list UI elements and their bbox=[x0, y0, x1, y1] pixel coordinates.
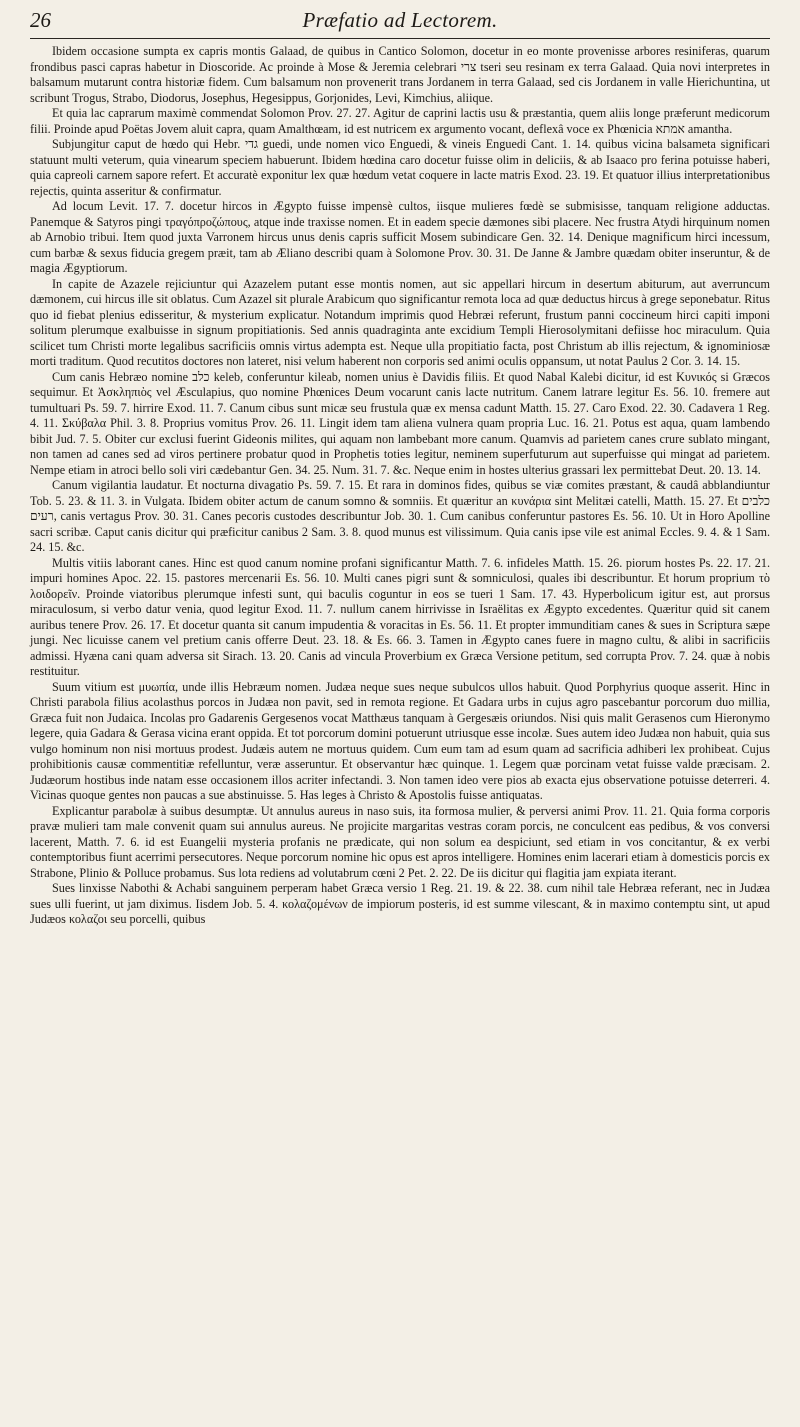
body-text bbox=[30, 44, 770, 928]
page-number: 26 bbox=[30, 8, 51, 32]
paragraph: Ad locum Levit. 17. 7. docetur hircos in Ægypto fuisse impensè cultos, iisque mulieres fœdè se submisisse, tanquam religione adductas. Panemque & Satyros pingi τραγόπροζώπους, atque inde traxisse nomen. Et in eadem specie dæmones sibi placere. Nec frustra Atydi hirquinum nomen ab Arnobio tribui. Item quod juxta Varronem hircus unus denis capris sufficit Mosem subindicare Gen. 32. 14. Denique magnificum hirci incessum, cum barbæ & sexus fiducia gregem præit, tam ab Æliano describi quam à Solomone Prov. 30. 31. De Janne & Jambre quædam obiter inseruntur, & de magia Ægyptiorum. bbox=[30, 199, 770, 275]
paragraph: Ibidem occasione sumpta ex capris montis Galaad, de quibus in Cantico Solomon, docetur in eo monte provenisse arbores resiniferas, quarum frondibus pasci capras habetur in Dioscoride. Ac proinde à Mose & Jeremia celebrari צרי tseri seu resinam ex terra Galaad. Quia novi interpretes in balsamum mutarunt contra historiæ fidem. Cum balsamum non provenerit trans Jordanem in terra Galaad, sed cis Jordanem in valle Hierichuntina, ut scribunt Trogus, Strabo, Diodorus, Josephus, Hegesippus, Gorjonides, Levi, Kimchius, aliique. bbox=[30, 44, 770, 105]
paragraph: Multis vitiis laborant canes. Hinc est quod canum nomine profani significantur Matth. 7. 6. infideles Matth. 15. 26. piorum hostes Ps. 22. 17. 21. impuri homines Apoc. 22. 15. pastores mercenarii Es. 56. 10. Multi canes pigri sunt & somniculosi, quales ibi describuntur. Et horum proprium τὸ λοιδορεῖν. Proinde viatoribus plerumque infesti sunt, qui baculis coguntur in eos se tueri 1 Sam. 17. 43. Hyperbolicum igitur est, aut prorsus miraculosum, si verbo datur venia, quod legitur Exod. 11. 7. nullum canem hirrivisse in Israëlitas ex Ægypto excedentes. Quæritur quid sit canem auribus tenere Prov. 26. 17. Et docetur quanta sit canum impudentia & voracitas in Es. 56. 11. Et propter immunditiam canes & sues in Scriptura sæpe jungi. Nec licuisse canem vel pretium canis offerre Deut. 23. 18. & Es. 66. 3. Tamen in Ægypto canes fuere in magno cultu, & alibi in sacrificiis admissi. Hyæna cani quam adversa sit Sirach. 13. 20. Canis ad vincula Proverbium ex Græca Versione petitum, sed corrupta Prov. 7. 24. quæ à nobis restituitur. bbox=[30, 555, 770, 678]
paragraph: Cum canis Hebræo nomine כלב keleb, conferuntur kileab, nomen unius è Davidis filiis. Et quod Nabal Kalebi dicitur, id est Κυνικός si Græcos sequimur. Et Ἀσκληπιὸς vel Æsculapius, quo nomine Phœnices Deum vocarunt canis lacte nutritum. Canem latrare legitur Es. 56. 10. fremere aut tumultuari Ps. 59. 7. hirrire Exod. 11. 7. Canum cibus sunt micæ seu frustula quæ ex mensa cadunt Matth. 15. 27. Caro Exod. 22. 30. Cadavera 1 Reg. 4. 11. Σκύβαλα Phil. 3. 8. Proprius vomitus Prov. 26. 11. Lingit idem tam aliena vulnera quam propria Luc. 16. 21. Potus est aqua, quam lambendo bibit Jud. 7. 5. Obiter cur exclusi fuerint Gideonis milites, qui aquam non lambebant more canum. Quamvis ad parietem canes crure sublato mingant, non tamen ad canes sed ad viros pertinere probatur quod in Prophetis toties legitur, neminem superfuturum aut superfuisse qui mingat ad parietem. Nempe etiam in atroci bello soli viri cædebantur Gen. 34. 25. Num. 31. 7. &c. Neque enim in hostes ulterius grassari lex permittebat Deut. 20. 13. 14. bbox=[30, 369, 771, 477]
paragraph: Canum vigilantia laudatur. Et nocturna divagatio Ps. 59. 7. 15. Et rara in dominos fides, quibus se viæ comites præstant, & caudâ abblandiuntur Tob. 5. 23. & 11. 3. in Vulgata. Ibidem obiter actum de canum somno & somniis. Et quæritur an κυνάρια sint Melitæi catelli, Matth. 15. 27. Et כלבים רעים, canis vertagus Prov. 30. 31. Canes pecoris custodes describuntur Job. 30. 1. Cum canibus conferuntur pastores Es. 56. 10. Ut in Horo Apolline sacri scribæ. Caput canis dicitur qui præficitur canibus 2 Sam. 3. 8. quod munus est vilissimum. Quia canis ipse vile est animal Eccles. 9. 4. & 1 Sam. 24. 15. &c. bbox=[30, 478, 770, 554]
paragraph: In capite de Azazele rejiciuntur qui Azazelem putant esse montis nomen, aut sic appellari hircum in desertum abiturum, aut averruncum dæmonem, cui hircus ille sit oblatus. Cum Azazel sit plurale Arabicum quo significantur remota loca ad quæ deductus hircus à grege seponebatur. Ritus quo id fiebat plenius edisseritur, & mysterium explicatur. Notandum imprimis quod Hebræi referunt, frustum panni coccineum hirci capiti imponi solitum plerumque exalbuisse in signum propitiationis. Sed annis quadraginta ante excidium Templi Hierosolymitani defiisse hoc miraculum. Quia scilicet tum Christi morte legalibus sacrificiis omnis virtus adempta est. Neque ulla propitiatio facta, post Christum ab illis rejectum, & ignominiosæ morti traditum. Quod recutitos doctores non lateret, nisi velum haberent non corporis sed animi oculis oppansum, ut notat Paulus 2 Cor. 3. 14. 15. bbox=[30, 276, 770, 368]
paragraph: Subjungitur caput de hœdo qui Hebr. גדי guedi, unde nomen vico Enguedi, & vineis Enguedi Cant. 1. 14. quibus vicina balsameta significari statuunt multi veterum, quia vinearum speciem habuerunt. Ibidem hœdina caro docetur fuisse olim in deliciis, & ab Isaaco pro ferina potuisse haberi, quia capreoli carnem sapore refert. Et accuratè exponitur lex quæ hœdum vetat coquere in lacte matris Exod. 23. 19. Et quatuor illius interpretationibus rejectis, quinta asseritur & confirmatur. bbox=[30, 137, 770, 198]
paragraph: Suum vitium est μυωπία, unde illis Hebræum nomen. Judæa neque sues neque subulcos ullos habuit. Quod Porphyrius quoque asserit. Hinc in Christi parabola filius acolasthus porcos in Judæa non pavit, sed in remota regione. Et Gadara urbs in cujus agro pascebantur porcorum duo millia, Græca fuit non Judaica. Incolas pro Gadarenis Gergesenos vocat Matthæus tanquam à Gergesæis oriundos. Nisi quis malit Gerasenos cum Hieronymo legere, quia Gadara & Gerasa vicina erant oppida. Et tot porcorum domini potuerunt utriusque esse incolæ. Sues autem ideo Judæa non habuit, quia sus vulgo hominum non nisi mortuus prodest. Judæis autem ne mortuus quidem. Cum eum tam ad esum quam ad sacrificia adhiberi lex prohibeat. Cujus prohibitionis causæ commentitiæ refelluntur, veræ asseruntur. Et observantur hæc quinque. 1. Legem quæ porcinam vetat fuisse valde præcisam. 2. Judæorum hostibus inde natam esse occasionem illos acriter infectandi. 3. Non tamen ideo vere pios ab exacta ejus observatione potuisse deterreri. 4. Vicinas quoque gentes non paucas a sue abstinuisse. 5. Has leges à Christo & Apostolis fuisse antiquatas. bbox=[30, 679, 770, 802]
running-title: Præfatio ad Lectorem. bbox=[302, 8, 498, 32]
page-header bbox=[30, 8, 770, 39]
paragraph: Explicantur parabolæ à suibus desumptæ. Ut annulus aureus in naso suis, ita formosa mulier, & perversi animi Prov. 11. 21. Quia forma corporis pravæ mulieri tam male convenit quam sui annulus aureus. Ne projicite margaritas vestras coram porcis, ne conculcent eas pedibus, & vos conversi lacerent, Matth. 7. 6. id est Euangelii mysteria profanis ne prædicate, qui non solum ea despiciunt, sed etiam in vos concitantur, & ex verbi contemptoribus fiunt acerrimi persecutores. Neque porcorum nomine hic opus est apros intelligere. Homines enim lacerari etiam à domesticis porcis ex Strabone, Plinio & Polluce probamus. Sus lota rediens ad volutabrum cœni 2 Pet. 2. 22. De iis dicitur qui flagitia jam expiata iterant. bbox=[30, 803, 770, 880]
paragraph: Sues linxisse Nabothi & Achabi sanguinem perperam habet Græca versio 1 Reg. 21. 19. & 22. 38. cum nihil tale Hebræa referant, nec in Judæa sues ulli fuerint, ut jam diximus. Iisdem Job. 5. 4. κολαζομένων de impiorum posteris, id est summe vilescant, & in maximo contemptu sint, ut apud Judæos κολαζοι seu porcelli, quibus bbox=[30, 881, 770, 926]
paragraph: Et quia lac caprarum maximè commendat Solomon Prov. 27. 27. Agitur de caprini lactis usu & præstantia, quem aliis longe præferunt medicorum filii. Proinde apud Poëtas Jovem aluit capra, quam Amalthœam, id est nutricem ex argumento vocant, deflexâ voce ex Phœnicia אמתא amantha. bbox=[30, 106, 770, 136]
